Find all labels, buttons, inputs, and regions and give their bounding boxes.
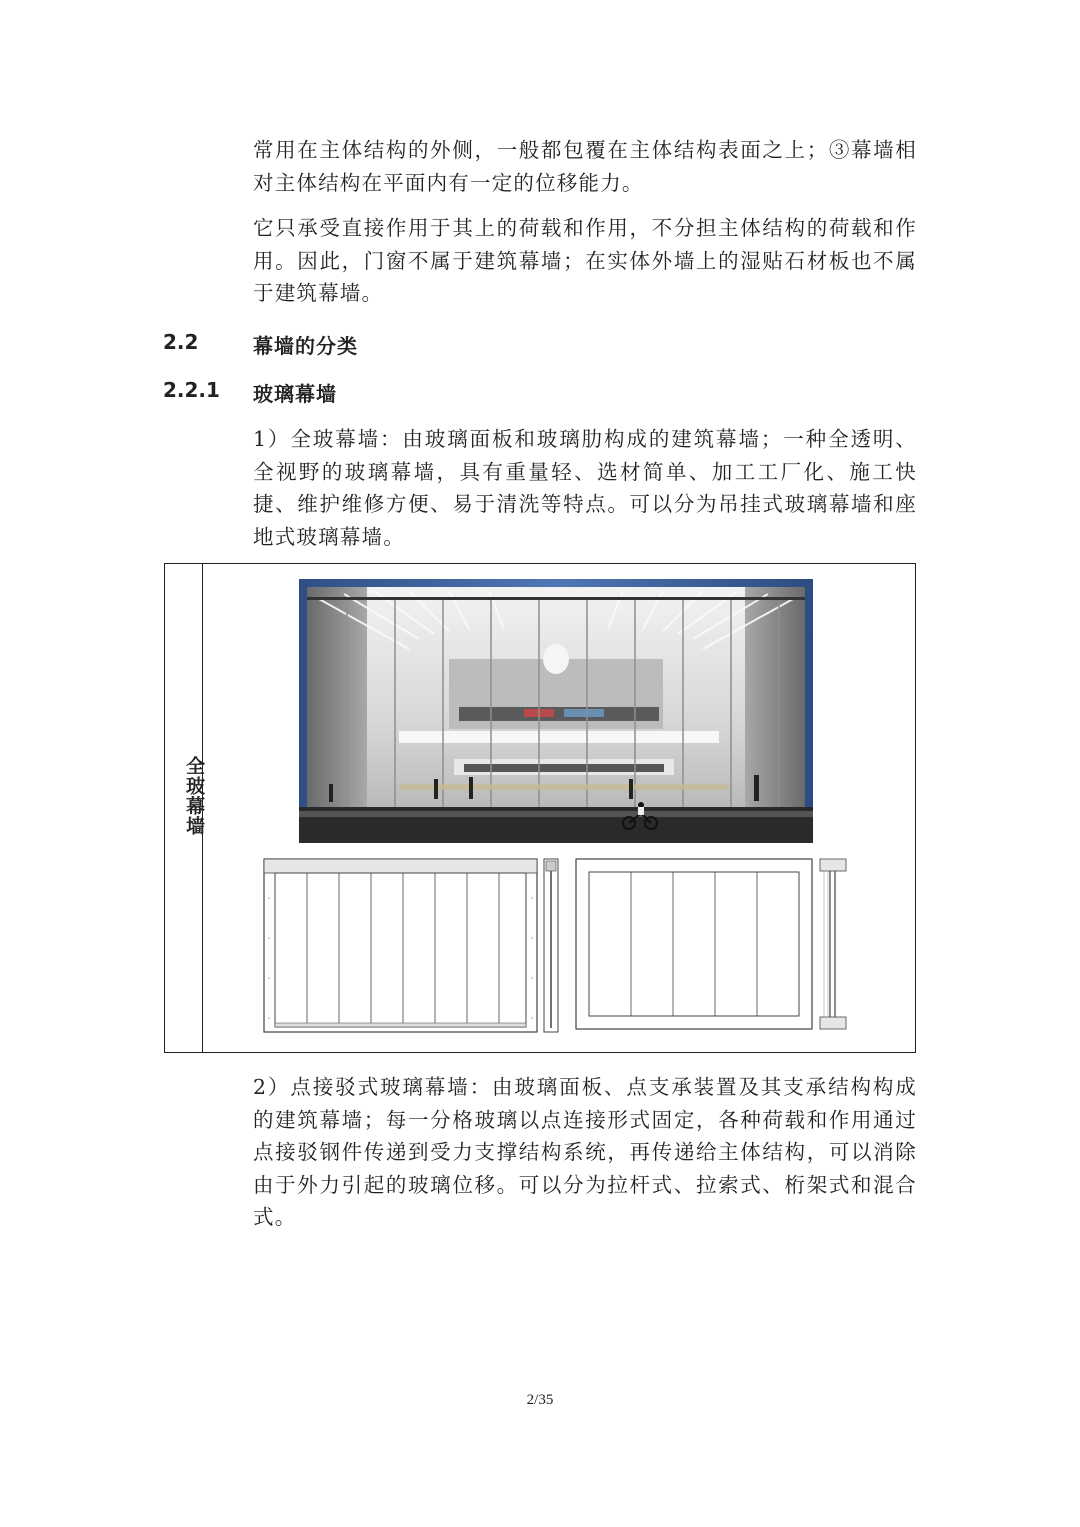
section-title-2-2: 幕墙的分类 — [253, 334, 358, 358]
section-number-2-2: 2.2 — [163, 330, 199, 354]
floor-glass-wall-elevation — [575, 858, 813, 1030]
glass-storefront-photo — [299, 579, 813, 843]
section-number-2-2-1: 2.2.1 — [163, 378, 220, 402]
paragraph-full-glass-wall: 1）全玻幕墙：由玻璃面板和玻璃肋构成的建筑幕墙；一种全透明、全视野的玻璃幕墙，具有重量轻、选材简单、加工工厂化、施工快捷、维护维修方便、易于清洗等特点。可以分为吊挂式玻璃幕墙和座地式玻璃幕墙。 — [253, 427, 917, 549]
hanging-glass-wall-elevation — [263, 858, 538, 1033]
figure-table — [164, 563, 916, 1053]
section-title-2-2-1: 玻璃幕墙 — [253, 382, 337, 406]
paragraph-load-bearing: 它只承受直接作用于其上的荷载和作用，不分担主体结构的荷载和作用。因此，门窗不属于建筑幕墙；在实体外墙上的湿贴石材板也不属于建筑幕墙。 — [253, 216, 917, 305]
floor-glass-wall-section — [819, 858, 847, 1030]
figure-label-column — [165, 564, 203, 1052]
paragraph-point-glass-wall: 2）点接驳式玻璃幕墙：由玻璃面板、点支承装置及其支承结构构成的建筑幕墙；每一分格玻璃以点连接形式固定，各种荷载和作用通过点接驳钢件传递到受力支撑结构系统，再传递给主体结构，可以消除由于外力引起的玻璃位移。可以分为拉杆式、拉索式、桁架式和混合式。 — [253, 1075, 917, 1229]
hanging-glass-wall-section — [543, 858, 559, 1033]
figure-label: 全玻幕墙 — [183, 756, 205, 836]
page-number: 2/35 — [526, 1392, 554, 1408]
paragraph-continuation: 常用在主体结构的外侧，一般都包覆在主体结构表面之上；③幕墙相对主体结构在平面内有一定的位移能力。 — [253, 138, 917, 195]
